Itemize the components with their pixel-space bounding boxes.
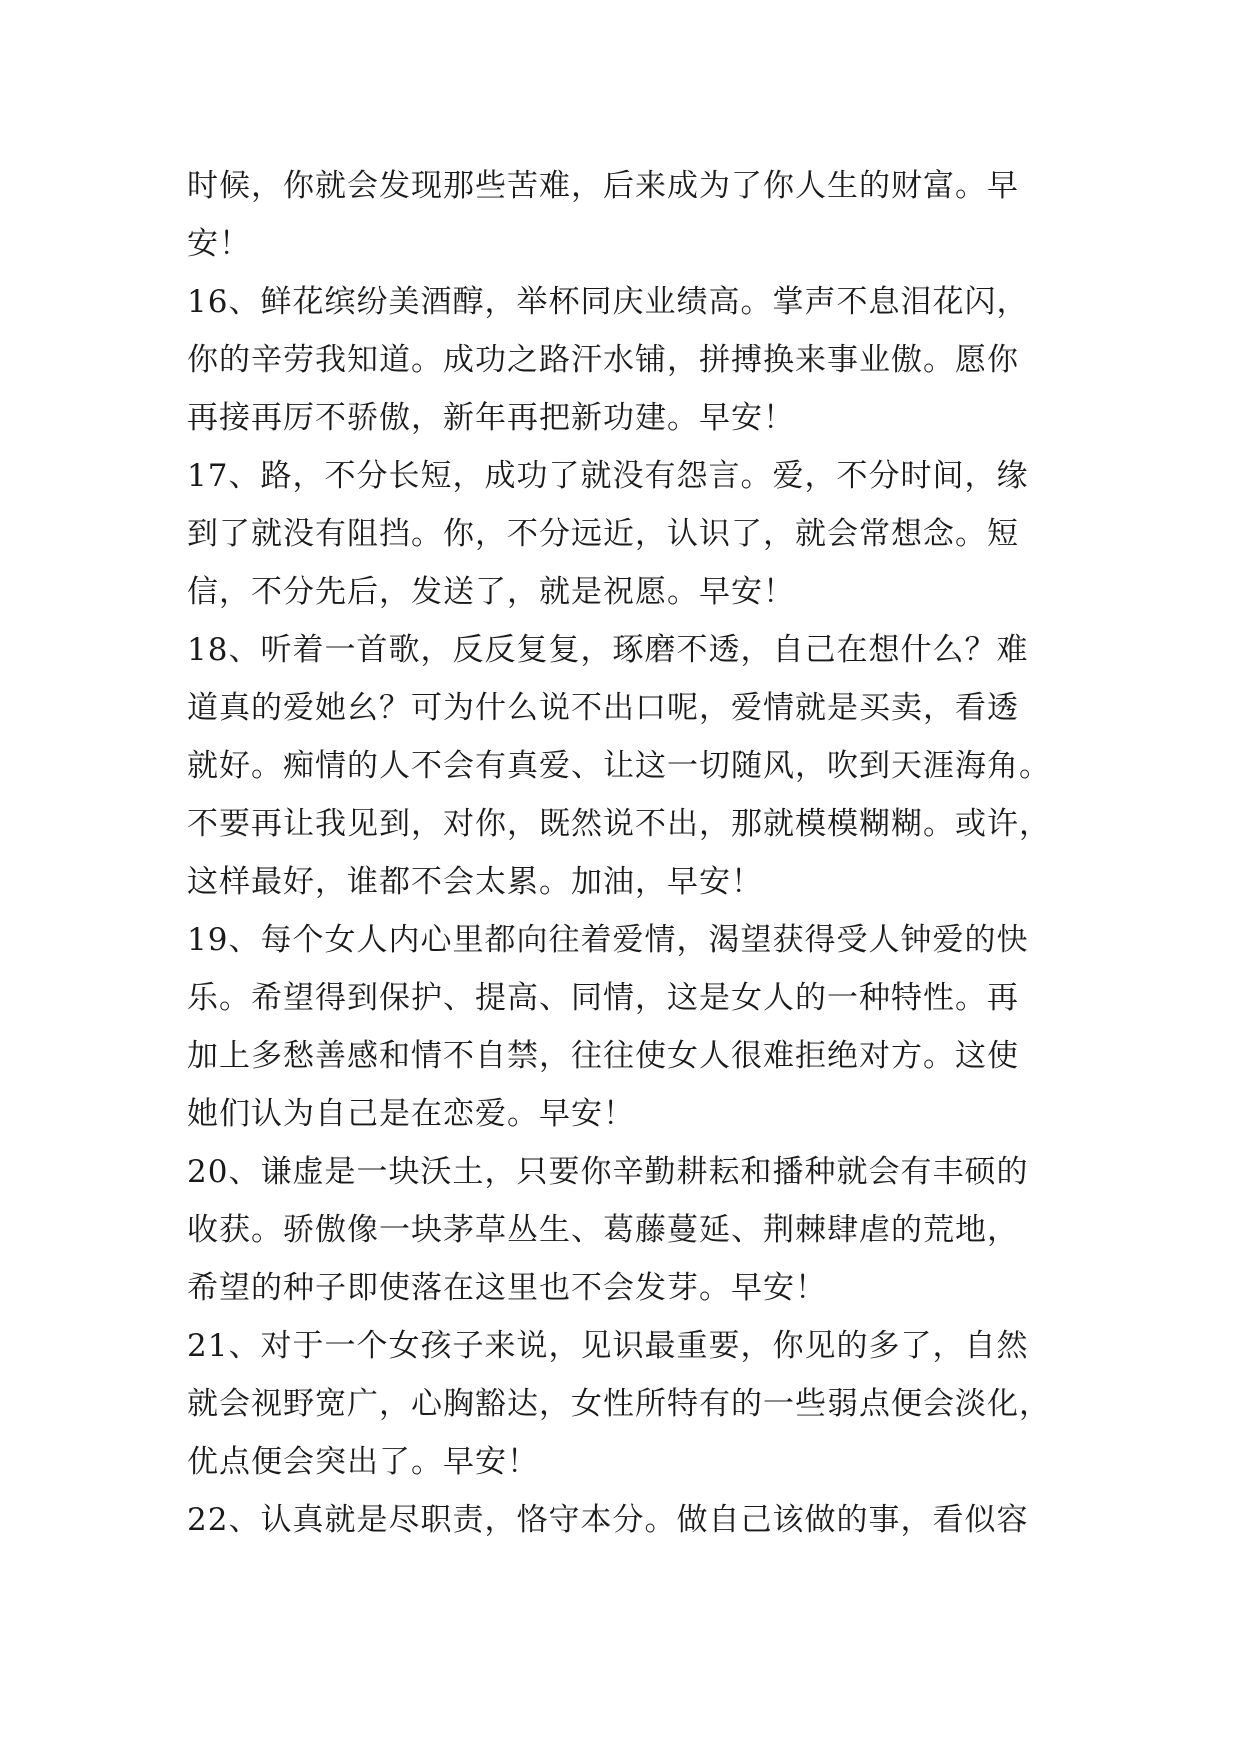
text-line: 再接再厉不骄傲，新年再把新功建。早安！: [187, 400, 795, 436]
text-line: 就好。痴情的人不会有真爱、让这一切随风，吹到天涯海角。: [187, 748, 1051, 784]
text-line: 信，不分先后，发送了，就是祝愿。早安！: [187, 574, 795, 610]
text-line: 优点便会突出了。早安！: [187, 1444, 539, 1480]
text-line: 道真的爱她幺？可为什么说不出口呢，爱情就是买卖，看透: [187, 690, 1019, 726]
text-line: 21、对于一个女孩子来说，见识最重要，你见的多了，自然: [187, 1328, 1029, 1364]
text-line: 就会视野宽广，心胸豁达，女性所特有的一些弱点便会淡化，: [187, 1386, 1051, 1422]
text-line: 22、认真就是尽职责，恪守本分。做自己该做的事，看似容: [187, 1502, 1029, 1538]
text-line: 到了就没有阻挡。你，不分远近，认识了，就会常想念。短: [187, 516, 1019, 552]
text-line: 19、每个女人内心里都向往着爱情，渴望获得受人钟爱的快: [187, 922, 1029, 958]
text-line: 你的辛劳我知道。成功之路汗水铺，拼搏换来事业傲。愿你: [187, 342, 1019, 378]
text-line: 20、谦虚是一块沃土，只要你辛勤耕耘和播种就会有丰硕的: [187, 1154, 1029, 1190]
text-line: 希望的种子即使落在这里也不会发芽。早安！: [187, 1270, 827, 1306]
text-line: 不要再让我见到，对你，既然说不出，那就模模糊糊。或许，: [187, 806, 1051, 842]
text-line: 17、路，不分长短，成功了就没有怨言。爱，不分时间，缘: [187, 458, 1029, 494]
text-line: 乐。希望得到保护、提高、同情，这是女人的一种特性。再: [187, 980, 1019, 1016]
text-line: 加上多愁善感和情不自禁，往往使女人很难拒绝对方。这使: [187, 1038, 1019, 1074]
document-body: [187, 157, 1062, 1549]
text-line: 时候，你就会发现那些苦难，后来成为了你人生的财富。早: [187, 168, 1019, 204]
text-line: 安！: [187, 226, 251, 262]
text-line: 她们认为自己是在恋爱。早安！: [187, 1096, 635, 1132]
text-line: 16、鲜花缤纷美酒醇，举杯同庆业绩高。掌声不息泪花闪，: [187, 284, 1029, 320]
text-line: 18、听着一首歌，反反复复，琢磨不透，自己在想什么？难: [187, 632, 1029, 668]
text-line: 收获。骄傲像一块茅草丛生、葛藤蔓延、荆棘肆虐的荒地，: [187, 1212, 1019, 1248]
text-line: 这样最好，谁都不会太累。加油，早安！: [187, 864, 763, 900]
